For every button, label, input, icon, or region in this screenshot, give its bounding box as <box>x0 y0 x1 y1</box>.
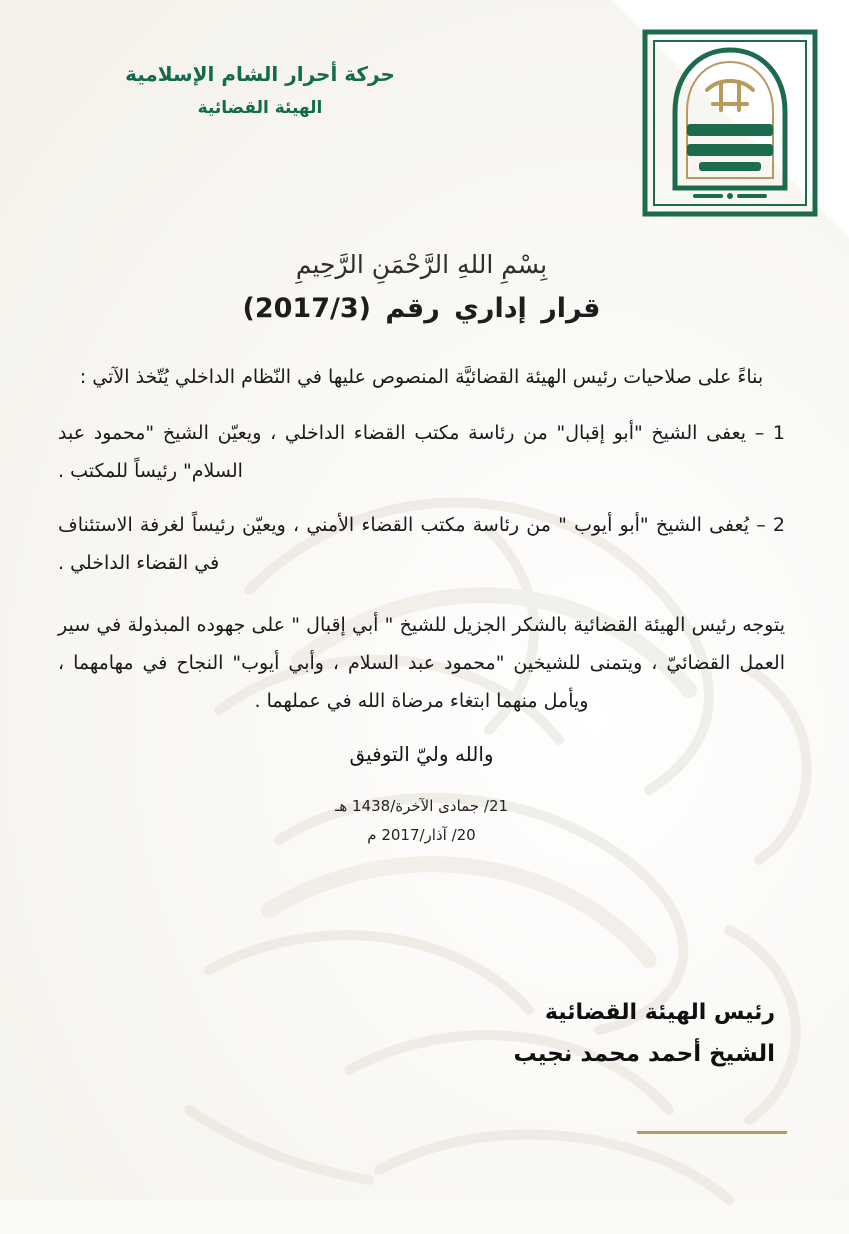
clause-item-2: 2 – يُعفى الشيخ "أبو أيوب " من رئاسة مكتب القضاء الأمني ، ويعيّن رئيساً لغرفة الاستئناف في القضاء الداخلي . <box>58 514 785 574</box>
signatory-role: رئيس الهيئة القضائية <box>544 1000 775 1025</box>
gregorian-date: 20/ آذار/2017 م <box>367 825 476 844</box>
clause-item-1: 1 – يعفى الشيخ "أبو إقبال" من رئاسة مكتب القضاء الداخلي ، ويعيّن الشيخ "محمود عبد السلام" رئيساً للمكتب . <box>58 422 785 482</box>
hijri-date: 21/ جمادى الآخرة/1438 هـ <box>334 797 509 815</box>
closing-phrase: والله وليّ التوفيق <box>349 742 494 766</box>
organization-department: الهيئة القضائية <box>197 98 323 118</box>
date-block <box>58 792 785 849</box>
judicial-authority-emblem-icon <box>641 28 819 218</box>
signature-block <box>513 1000 775 1067</box>
document-body <box>0 240 849 849</box>
basmala-text: بِسْمِ اللهِ الرَّحْمَنِ الرَّحِيمِ <box>295 250 548 279</box>
bottom-gold-rule <box>637 1131 787 1134</box>
organization-header <box>0 62 520 118</box>
thanks-paragraph: يتوجه رئيس الهيئة القضائية بالشكر الجزيل للشيخ " أبي إقبال " على جهوده المبذولة في سير العمل القضائيّ ، ويتمنى للشيخين "محمود عبد السلام ، وأبي أيوب" النجاح في مهامهما ، ويأمل منهما ابتغاء مرضاة الله في عملهما . <box>58 614 785 712</box>
decision-title: قرار إداري رقم (2017/3) <box>242 293 601 324</box>
organization-name: حركة أحرار الشام الإسلامية <box>125 62 395 86</box>
signatory-name: الشيخ أحمد محمد نجيب <box>513 1041 775 1067</box>
preamble-paragraph: بناءً على صلاحيات رئيس الهيئة القضائيَّة المنصوص عليها في النّظام الداخلي يُتّخذ الآتي : <box>79 366 764 388</box>
